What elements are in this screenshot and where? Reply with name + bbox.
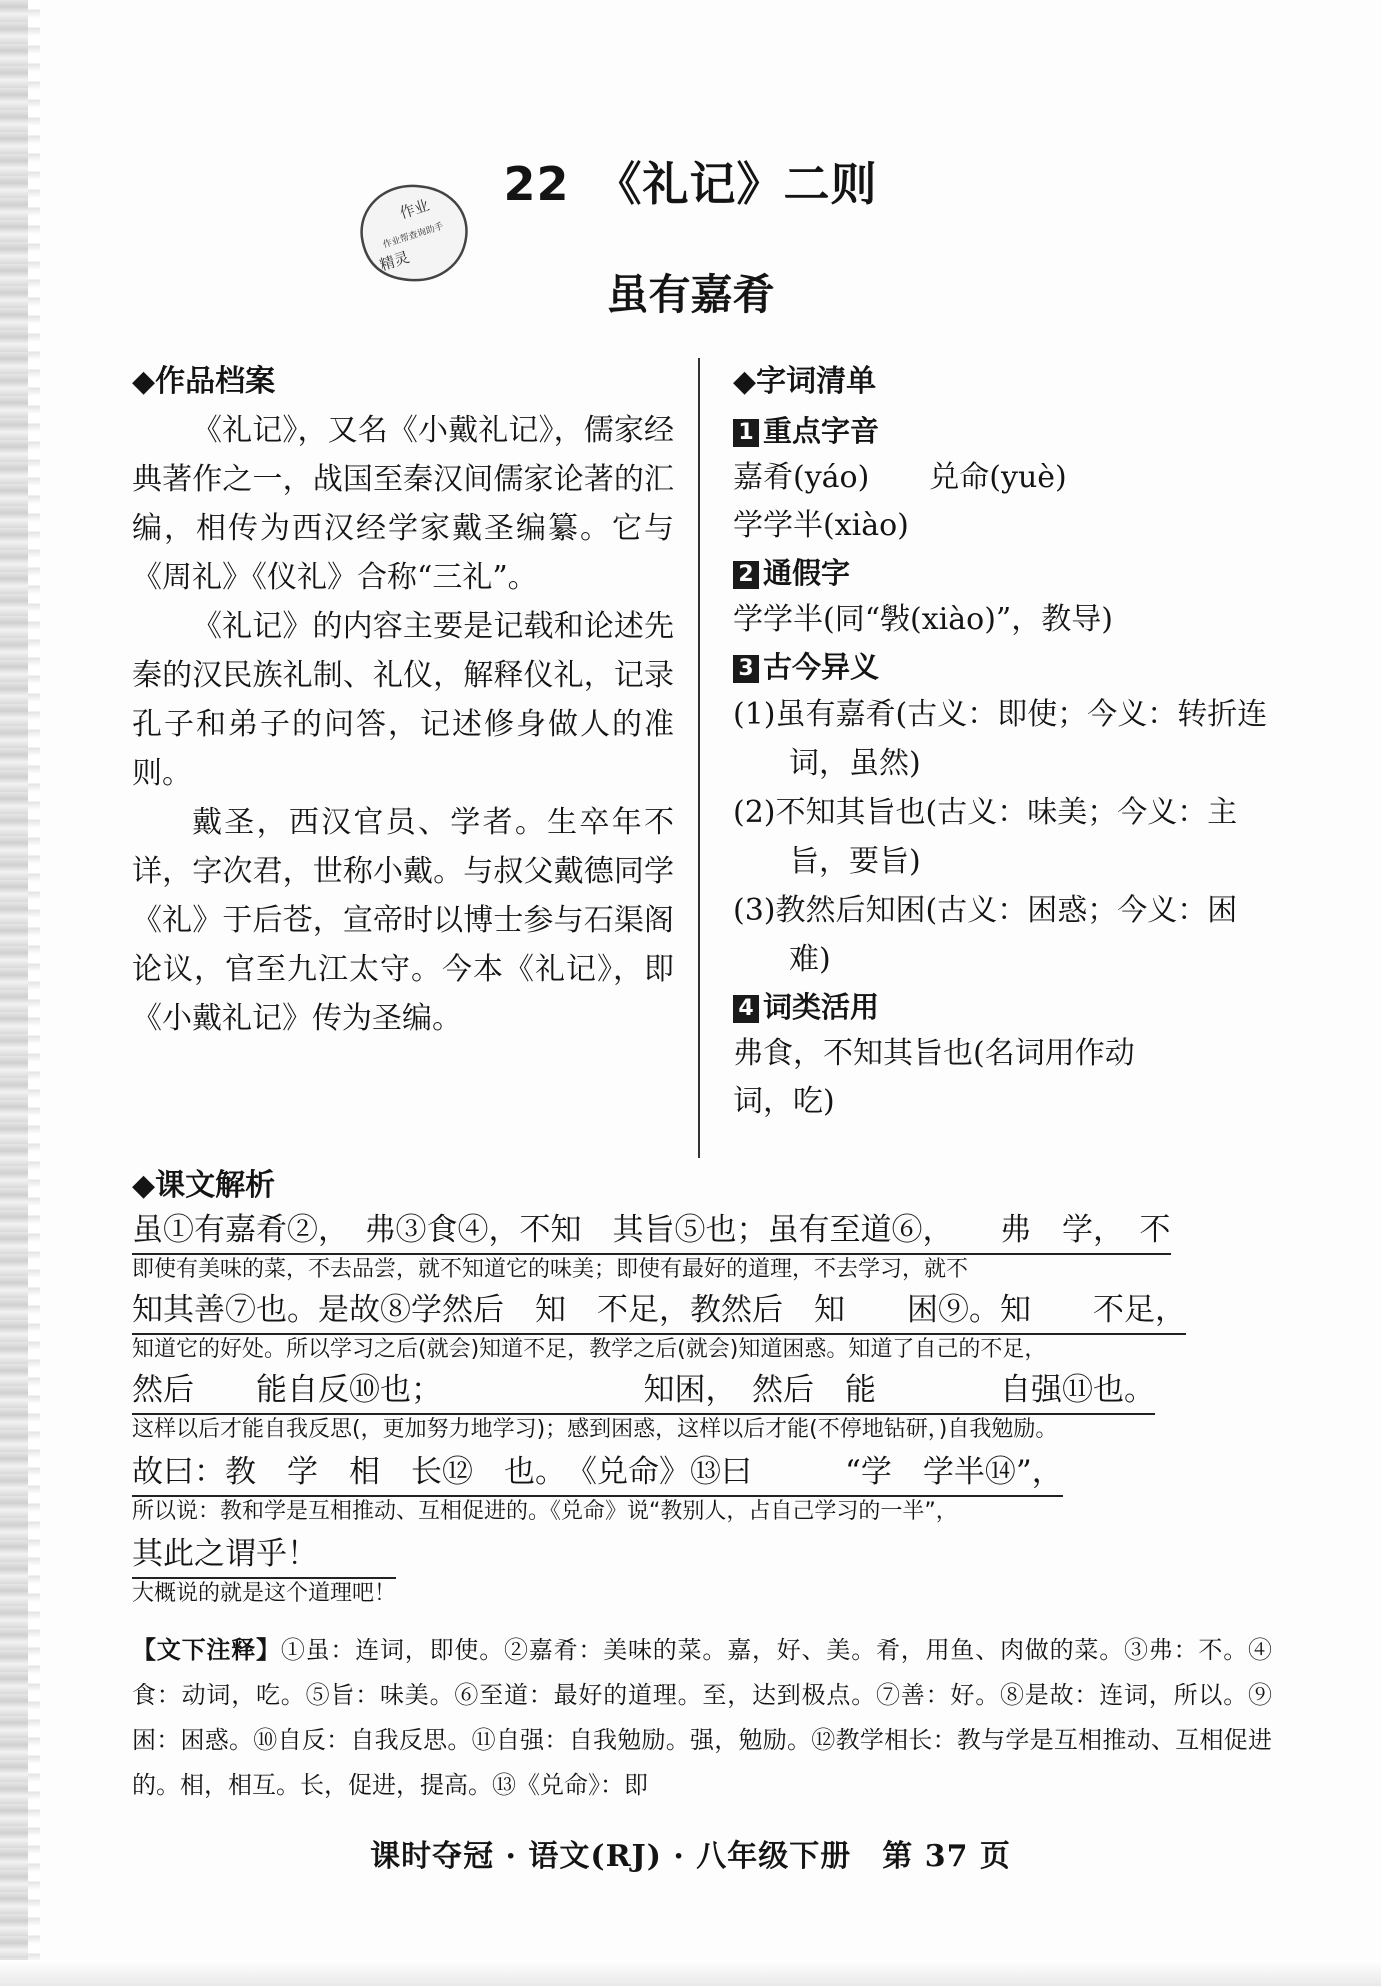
vocab-line: 嘉肴(yáo) 兑命(yuè): [733, 460, 1067, 495]
vocab-item: (1)虽有嘉肴(古义：即使；今义：转折连词，虽然): [733, 697, 1268, 781]
footnotes-heading: 【文下注释】: [132, 1636, 281, 1664]
vocab-subheading-label: 通假字: [763, 556, 851, 590]
lesson-number: 22: [503, 157, 570, 211]
analysis-line-pair: [132, 1208, 1171, 1285]
analysis-line-pair: [132, 1368, 1155, 1445]
seal-bottom-text: 精灵: [377, 248, 412, 275]
vocab-subheading: [733, 408, 1273, 454]
section-number-badge: 2: [733, 561, 759, 589]
vocab-subheading: [733, 644, 1273, 690]
column-divider: [698, 358, 700, 1158]
vocab-subheading: [733, 550, 1273, 596]
vocab-line: 学学半(xiào): [733, 508, 909, 543]
footnotes: [132, 1628, 1272, 1808]
translation-line: 知道它的好处。所以学习之后(就会)知道不足，教学之后(就会)知道困惑。知道了自己的不足，: [132, 1337, 1047, 1362]
vocab-subheading-label: 古今异义: [763, 650, 880, 684]
section-number-badge: 3: [733, 655, 759, 683]
original-text-line: 其此之谓乎！: [132, 1532, 396, 1579]
page-footer: 课时夺冠 · 语文(RJ) · 八年级下册 第 37 页: [370, 1839, 1011, 1874]
text-title: 虽有嘉肴: [606, 270, 775, 319]
section-number-badge: 1: [733, 419, 759, 447]
vocab-line: 词，吃): [733, 1084, 835, 1119]
analysis-line-pair: [132, 1288, 1186, 1365]
profile-paragraph: 《礼记》，又名《小戴礼记》，儒家经典著作之一，战国至秦汉间儒家论著的汇编，相传为西汉经学家戴圣编纂。它与《周礼》《仪礼》合称“三礼”。: [132, 413, 674, 595]
lesson-title-text: 《礼记》二则: [595, 157, 878, 211]
original-text-line: 虽①有嘉肴②， 弗③食④，不知 其旨⑤也；虽有至道⑥， 弗 学， 不: [132, 1208, 1171, 1255]
page-bottom-edge: [0, 1960, 1381, 1986]
vocab-item: (2)不知其旨也(古义：味美；今义：主旨，要旨): [733, 795, 1238, 879]
translation-line: 大概说的就是这个道理吧！: [132, 1581, 397, 1606]
seal-top-text: 作业: [397, 196, 432, 223]
vocab-item: (3)教然后知困(古义：困惑；今义：困难): [733, 893, 1238, 977]
original-text-line: 故曰：教 学 相 长⑫ 也。 《兑命》⑬曰 “学 学半⑭”，: [132, 1450, 1063, 1497]
profile-paragraph: 戴圣，西汉官员、学者。生卒年不详，字次君，世称小戴。与叔父戴德同学《礼》于后苍，宣帝时以博士参与石渠阁论议，官至九江太守。今本《礼记》，即《小戴礼记》传为圣编。: [132, 805, 674, 1036]
section-number-badge: 4: [733, 995, 759, 1023]
translation-line: 这样以后才能自我反思(，更加努力地学习)；感到困惑，这样以后才能(不停地钻研，)自我勉励。: [132, 1417, 1058, 1442]
vocab-subheading-label: 重点字音: [763, 414, 880, 448]
analysis-line-pair: [132, 1450, 1063, 1527]
translation-line: 所以说：教和学是互相推动、互相促进的。《兑命》说“教别人，占自己学习的一半”，: [132, 1499, 958, 1524]
analysis-heading: ◆课文解析: [132, 1168, 276, 1203]
translation-line: 即使有美味的菜，不去品尝，就不知道它的味美；即使有最好的道理，不去学习，就不: [132, 1257, 969, 1282]
vocab-subheading-label: 词类活用: [763, 990, 880, 1024]
footnotes-text: ①虽：连词，即使。②嘉肴：美味的菜。嘉，好、美。肴，用鱼、肉做的菜。③弗：不。④食：动词，吃。⑤旨：味美。⑥至道：最好的道理。至，达到极点。⑦善：好。⑧是故：连词，所以。⑨困：困惑。⑩自反：自我反思。⑪自强：自我勉励。强，勉励。⑫教学相长：教与学是互相推动、互相促进的。相，相互。长，促进，提高。⑬《兑命》：即: [132, 1636, 1273, 1799]
profile-paragraph: 《礼记》的内容主要是记载和论述先秦的汉民族礼制、礼仪，解释仪礼，记录孔子和弟子的问答，记述修身做人的准则。: [132, 609, 674, 791]
original-text-line: 然后 能自反⑩也； 知困， 然后 能 自强⑪也。: [132, 1368, 1155, 1415]
seal-middle-text: 作业帮查询助手: [381, 221, 445, 251]
lesson-title: [0, 148, 1381, 214]
vocab-section: [733, 356, 1273, 1126]
vocab-subheading: [733, 984, 1273, 1030]
original-text-line: 知其善⑦也。是故⑧学然后 知 不足，教然后 知 困⑨。知 不足，: [132, 1288, 1186, 1335]
analysis-line-pair: [132, 1532, 396, 1609]
vocab-heading: ◆字词清单: [733, 364, 877, 399]
profile-heading: ◆作品档案: [132, 364, 276, 399]
profile-section: [132, 356, 674, 1043]
vocab-line: 弗食，不知其旨也(名词用作动: [733, 1036, 1135, 1071]
vocab-line: 学学半(同“斅(xiào)”，教导): [733, 602, 1113, 637]
